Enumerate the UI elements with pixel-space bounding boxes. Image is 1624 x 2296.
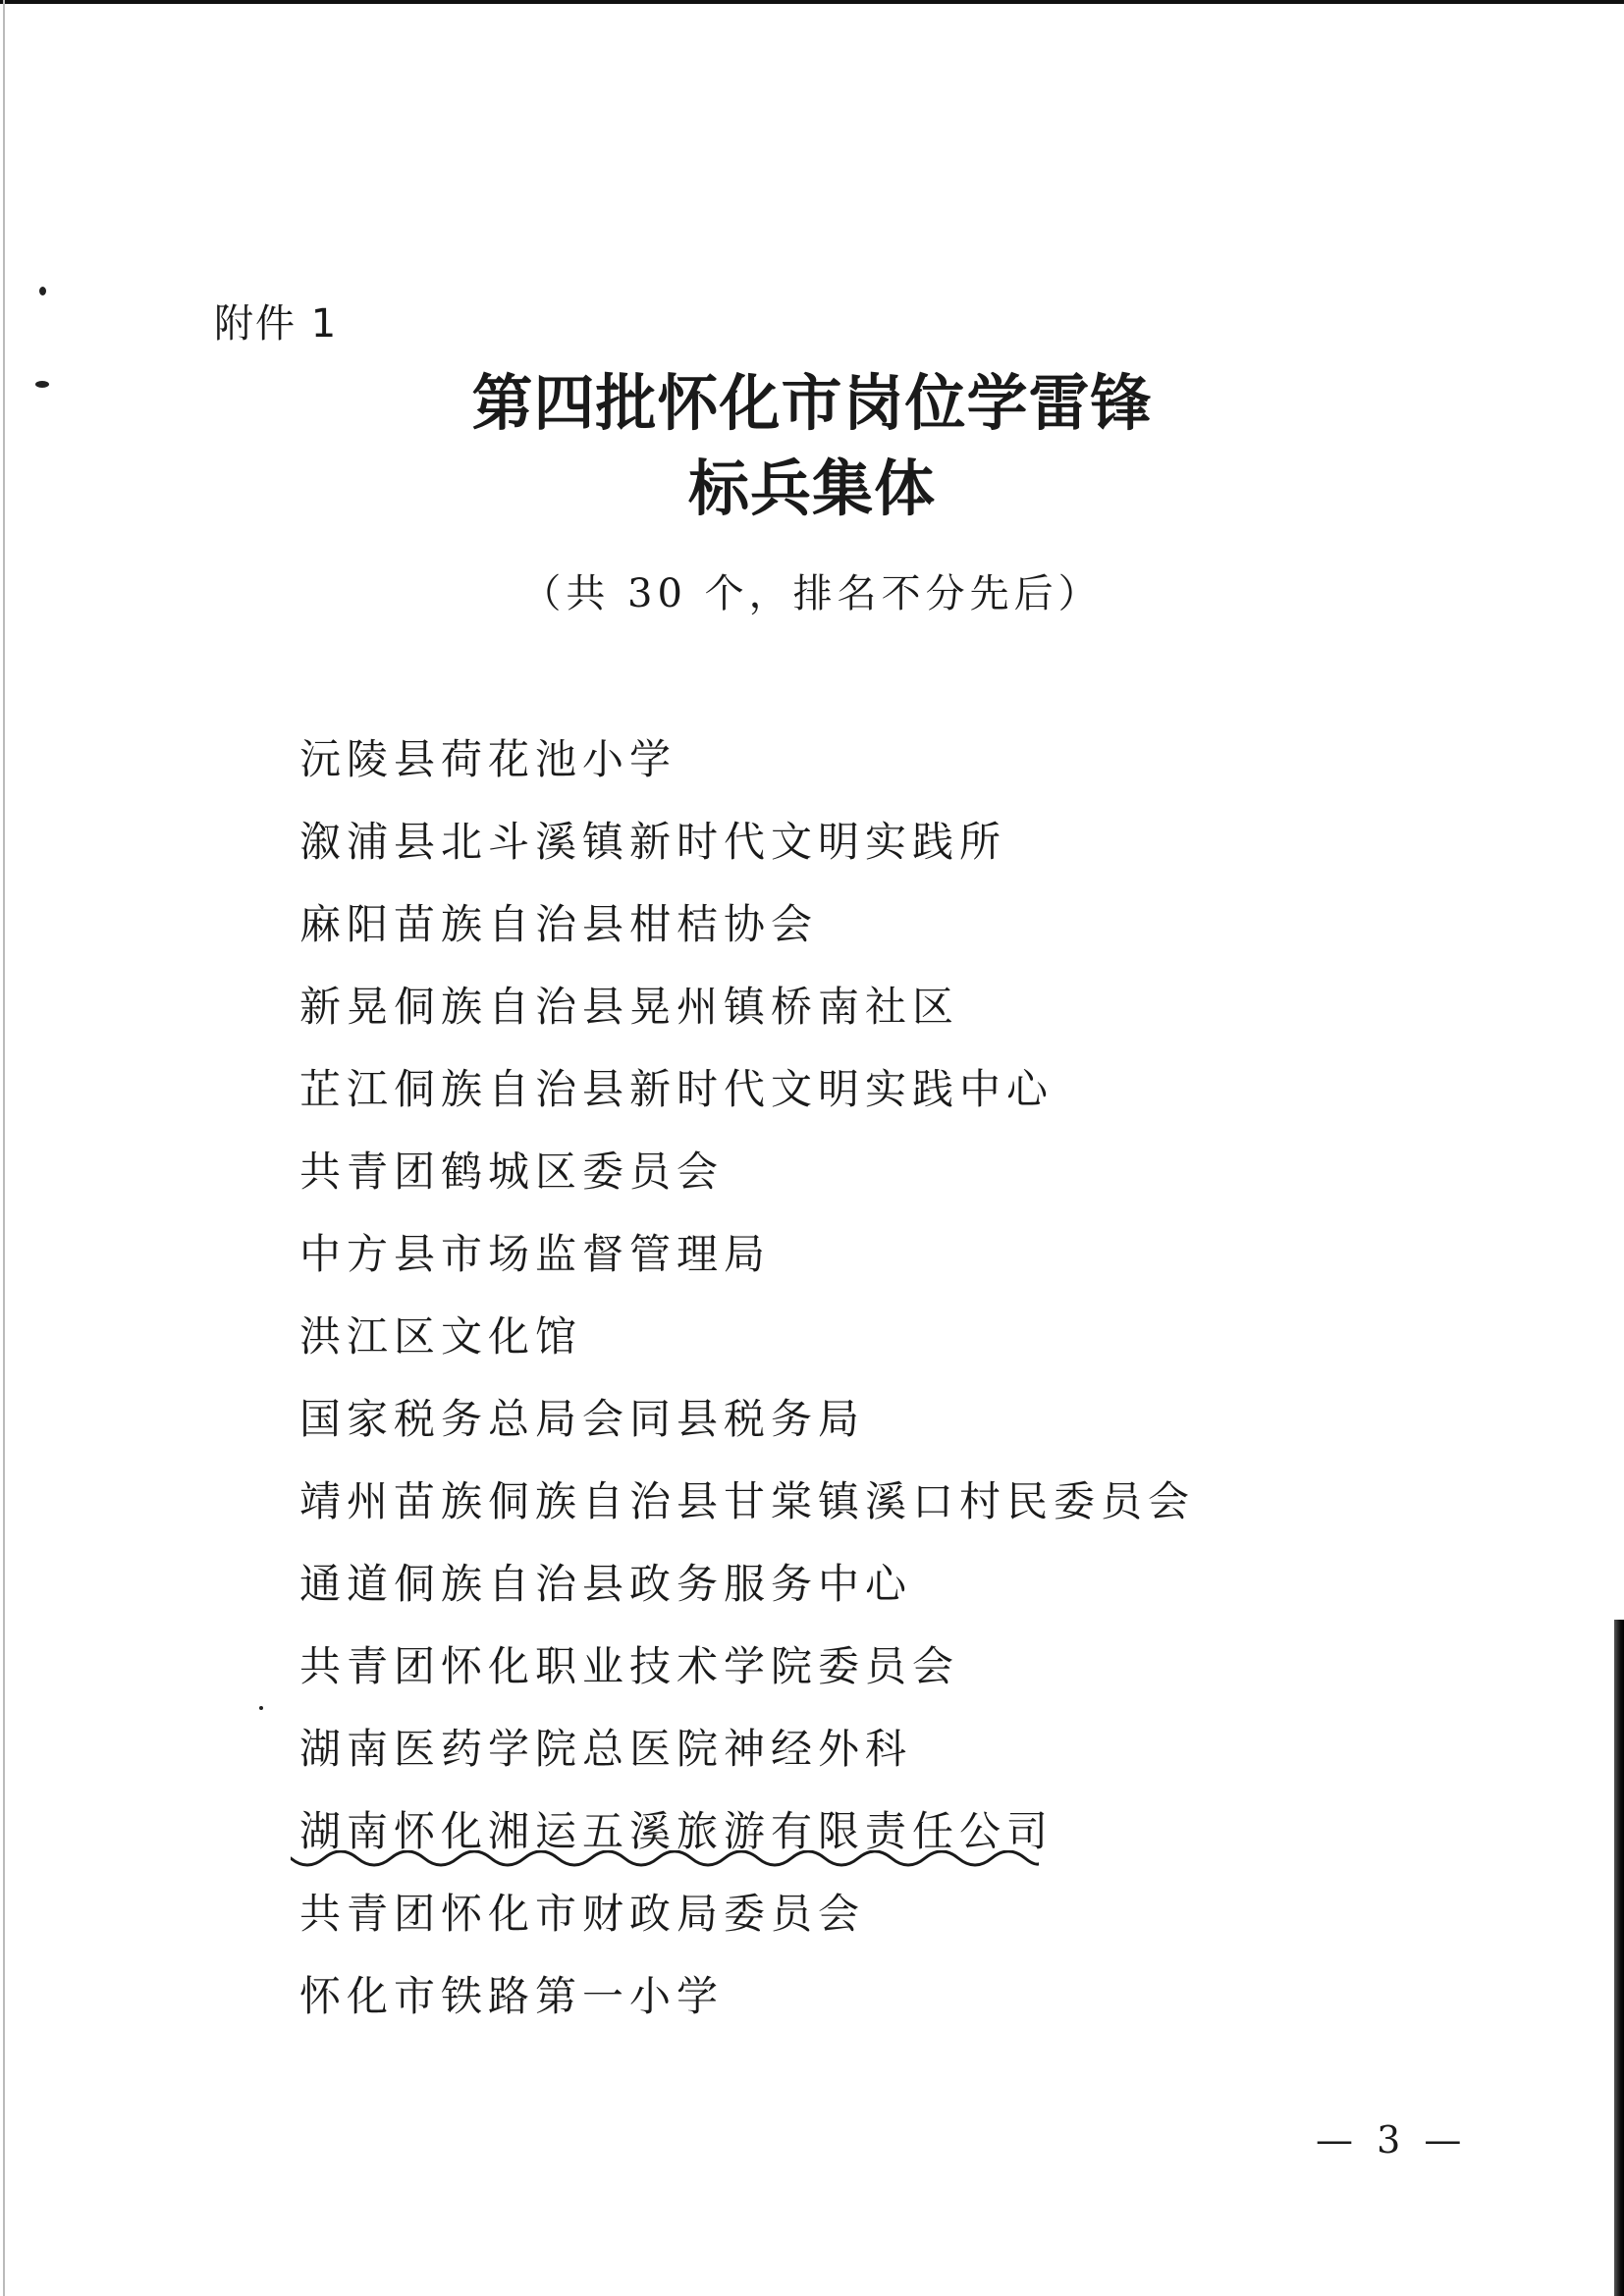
page-number: — 3 —: [1316, 2118, 1468, 2162]
list-item: 国家税务总局会同县税务局: [299, 1395, 866, 1443]
list-item: 芷江侗族自治县新时代文明实践中心: [299, 1065, 1055, 1113]
list-item: 通道侗族自治县政务服务中心: [299, 1560, 913, 1608]
document-subtitle: （共 30 个，排名不分先后）: [521, 571, 1103, 616]
document-title-line-1: 第四批怀化市岗位学雷锋: [471, 367, 1153, 439]
list-item: 洪江区文化馆: [299, 1312, 583, 1361]
list-item: 沅陵县荷花池小学: [299, 735, 677, 783]
list-item: 共青团怀化市财政局委员会: [299, 1890, 866, 1938]
scan-top-edge: [0, 0, 1624, 4]
list-item: 靖州苗族侗族自治县甘棠镇溪口村民委员会: [299, 1477, 1196, 1525]
list-item: 新晃侗族自治县晃州镇桥南社区: [299, 983, 960, 1031]
scan-speck: [39, 287, 46, 295]
scan-speck: [259, 1706, 263, 1710]
list-item: 溆浦县北斗溪镇新时代文明实践所: [299, 818, 1007, 866]
wavy-underline-mark: [291, 1850, 1039, 1874]
list-item: 共青团鹤城区委员会: [299, 1148, 725, 1196]
document-title-line-2: 标兵集体: [687, 453, 936, 524]
scan-left-edge: [3, 0, 5, 2296]
list-item: 湖南医药学院总医院神经外科: [299, 1725, 913, 1773]
attachment-label: 附件 1: [214, 301, 339, 347]
list-item: 湖南怀化湘运五溪旅游有限责任公司: [299, 1807, 1055, 1855]
list-item: 怀化市铁路第一小学: [299, 1972, 725, 2020]
list-item: 共青团怀化职业技术学院委员会: [299, 1642, 960, 1690]
list-item: 中方县市场监督管理局: [299, 1230, 772, 1278]
scan-right-edge: [1614, 1620, 1624, 2296]
list-item: 麻阳苗族自治县柑桔协会: [299, 900, 819, 948]
